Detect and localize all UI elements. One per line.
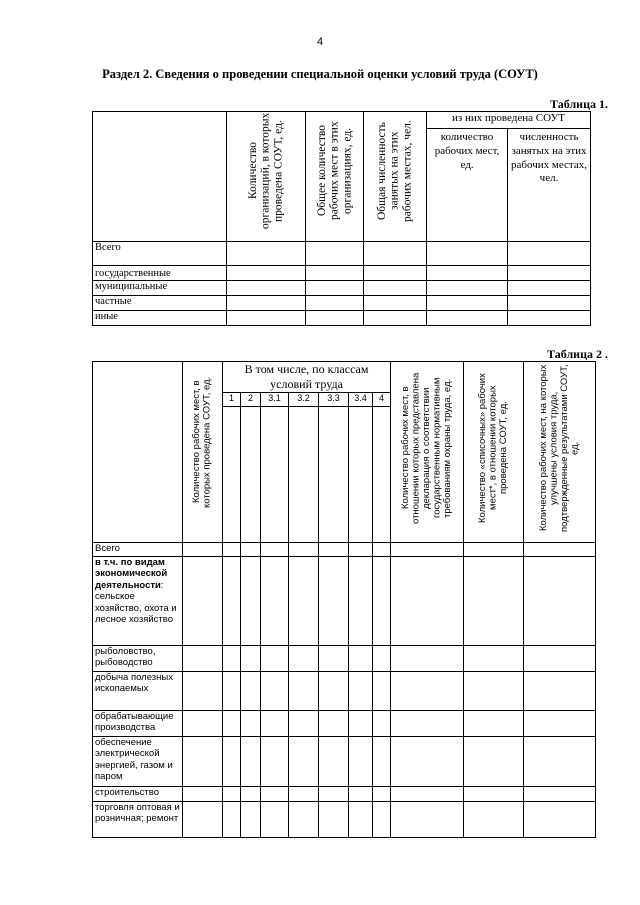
table2-row: рыболовство, рыбоводство [93, 646, 596, 672]
table2-row: строительство [93, 787, 596, 802]
table2-class-3-4: 3.4 [349, 393, 373, 407]
table1-corner [93, 112, 227, 242]
table2-row: добыча полезных ископаемых [93, 672, 596, 711]
table2-corner [93, 362, 183, 543]
section-title: Раздел 2. Сведения о проведении специальной оценки условий труда (СОУТ) [102, 67, 538, 81]
table2-row: в т.ч. по видам экономической деятельности: сельское хозяйство, охота и лесное хозяйство [93, 557, 596, 646]
table1-sub-employed: численность занятых на этих рабочих местах, чел. [508, 129, 591, 242]
table2-col-workplaces-sout: Количество рабочих мест, в которых проведена СОУТ, ед. [183, 362, 223, 543]
table1-row: иные [93, 311, 591, 326]
table1-row: государственные [93, 266, 591, 281]
table2-class-2: 2 [241, 393, 261, 407]
table1-col-workplaces: Общее количество рабочих мест в этих организациях, ед. [306, 112, 364, 242]
table2-col-improved: Количество рабочих мест, на которых улучшены условия труда, подтвержденные результатами СОУТ, ед. [524, 362, 596, 543]
table2-class-3-2: 3.2 [289, 393, 319, 407]
table2-class-4: 4 [373, 393, 391, 407]
table2-label: Таблица 2 . [547, 347, 608, 361]
table2-class-3-3: 3.3 [319, 393, 349, 407]
table2-class-3-1: 3.1 [261, 393, 289, 407]
table2-row: Всего [93, 543, 596, 557]
table2-row: обрабатывающие производства [93, 711, 596, 737]
table1 [92, 111, 591, 326]
table2-col-list-places: Количество «списочных» рабочих мест*, в отношении которых проведена СОУТ, ед. [464, 362, 524, 543]
table1-sub-workplaces: количество рабочих мест, ед. [427, 129, 508, 242]
table1-label: Таблица 1. [550, 97, 608, 111]
table2 [92, 361, 596, 838]
table2-row: обеспечение электрической энергией, газом и паром [93, 737, 596, 787]
table2-group-header: В том числе, по классам условий труда [223, 362, 391, 393]
table1-row: частные [93, 296, 591, 311]
table2-row: торговля оптовая и розничная; ремонт [93, 802, 596, 838]
table2-col-declaration: Количество рабочих мест, в отношении которых представлена декларация о соответствии государственным нормативным требованиям охраны труда, ед. [391, 362, 464, 543]
table1-col-orgs: Количество организаций, в которых проведена СОУТ, ед. [227, 112, 306, 242]
table1-row: муниципальные [93, 281, 591, 296]
page-number: 4 [316, 36, 324, 48]
table2-class-1: 1 [223, 393, 241, 407]
table1-row: Всего [93, 242, 591, 266]
table1-col-employed: Общая численность занятых на этих рабочих местах, чел. [364, 112, 427, 242]
table1-group-header: из них проведена СОУТ [427, 112, 591, 129]
